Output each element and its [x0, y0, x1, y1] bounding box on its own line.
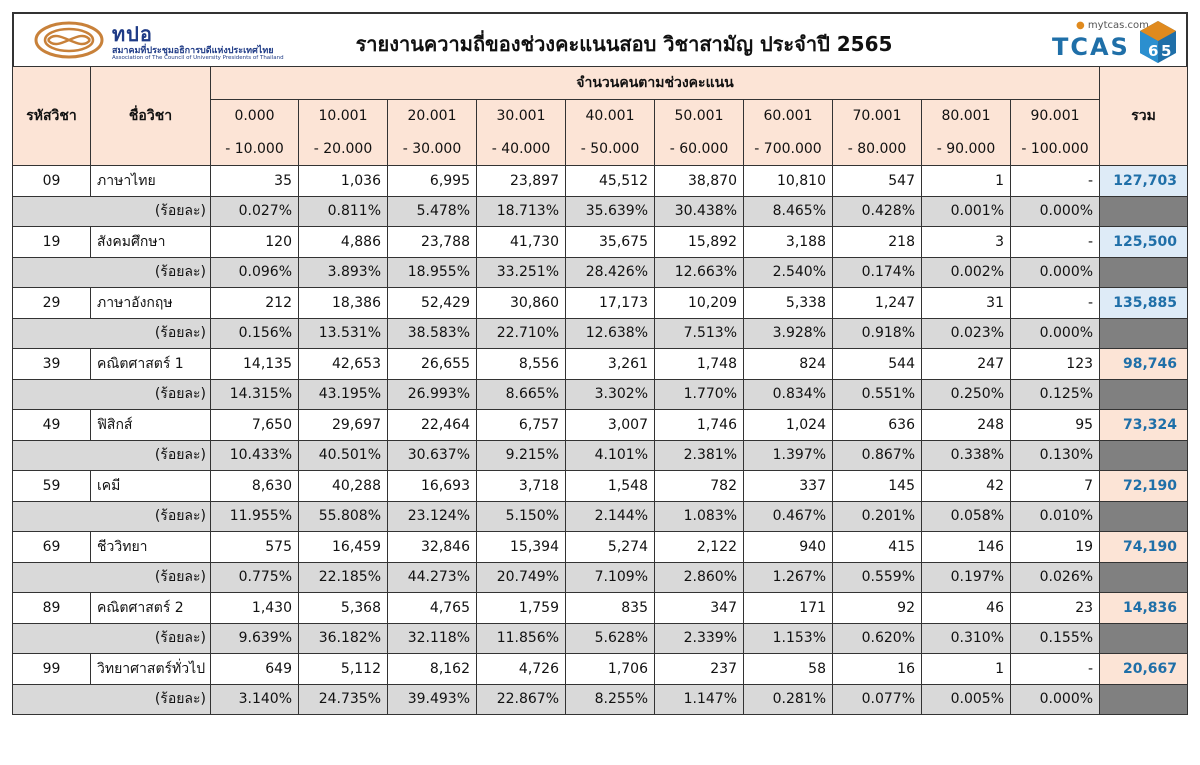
mytcas-dot-icon: ●: [1076, 20, 1085, 31]
count-cell: 14,135: [211, 349, 299, 380]
percent-cell: 28.426%: [566, 257, 655, 288]
percent-cell: 30.438%: [655, 196, 744, 227]
percent-total-empty: [1100, 440, 1188, 471]
percent-cell: 0.155%: [1011, 623, 1100, 654]
count-cell: 1: [922, 654, 1011, 685]
percent-cell: 0.010%: [1011, 501, 1100, 532]
percent-cell: 44.273%: [388, 562, 477, 593]
count-cell: 32,846: [388, 532, 477, 563]
percent-cell: 0.096%: [211, 257, 299, 288]
range-from-cell: 10.001: [299, 100, 388, 133]
percent-cell: 0.775%: [211, 562, 299, 593]
count-cell: 6,757: [477, 410, 566, 441]
count-cell: 2,122: [655, 532, 744, 563]
count-cell: 1,748: [655, 349, 744, 380]
percent-cell: 22.710%: [477, 318, 566, 349]
count-cell: 5,274: [566, 532, 655, 563]
count-cell: 782: [655, 471, 744, 502]
percent-cell: 36.182%: [299, 623, 388, 654]
count-cell: 3,261: [566, 349, 655, 380]
count-cell: 575: [211, 532, 299, 563]
percent-cell: 7.513%: [655, 318, 744, 349]
count-cell: 146: [922, 532, 1011, 563]
count-cell: 6,995: [388, 166, 477, 197]
count-cell: 35,675: [566, 227, 655, 258]
subject-code: 09: [13, 166, 91, 197]
count-cell: -: [1011, 166, 1100, 197]
percent-label: (ร้อยละ): [13, 379, 211, 410]
count-cell: 8,162: [388, 654, 477, 685]
range-to-cell: - 100.000: [1011, 133, 1100, 166]
range-to-cell: - 60.000: [655, 133, 744, 166]
percent-cell: 0.174%: [833, 257, 922, 288]
count-cell: 18,386: [299, 288, 388, 319]
percent-cell: 4.101%: [566, 440, 655, 471]
count-cell: 5,368: [299, 593, 388, 624]
count-cell: 3: [922, 227, 1011, 258]
percent-cell: 32.118%: [388, 623, 477, 654]
subject-name: สังคมศึกษา: [91, 227, 211, 258]
range-to-cell: - 10.000: [211, 133, 299, 166]
count-cell: -: [1011, 654, 1100, 685]
count-cell: 835: [566, 593, 655, 624]
count-cell: 123: [1011, 349, 1100, 380]
count-cell: 1,430: [211, 593, 299, 624]
count-cell: 35: [211, 166, 299, 197]
subject-name: คณิตศาสตร์ 2: [91, 593, 211, 624]
range-from-cell: 30.001: [477, 100, 566, 133]
percent-cell: 8.465%: [744, 196, 833, 227]
percent-cell: 26.993%: [388, 379, 477, 410]
percent-cell: 12.663%: [655, 257, 744, 288]
range-to-cell: - 20.000: [299, 133, 388, 166]
percent-cell: 9.639%: [211, 623, 299, 654]
percent-cell: 18.713%: [477, 196, 566, 227]
percent-cell: 7.109%: [566, 562, 655, 593]
count-cell: 7,650: [211, 410, 299, 441]
count-cell: 3,007: [566, 410, 655, 441]
percent-label: (ร้อยละ): [13, 196, 211, 227]
table-header: [13, 67, 1188, 166]
range-from-cell: 70.001: [833, 100, 922, 133]
subject-percent-row: [13, 562, 1188, 593]
percent-cell: 18.955%: [388, 257, 477, 288]
percent-cell: 0.130%: [1011, 440, 1100, 471]
subject-percent-row: [13, 379, 1188, 410]
subject-name: ภาษาอังกฤษ: [91, 288, 211, 319]
count-cell: 824: [744, 349, 833, 380]
report-title: รายงานความถี่ของช่วงคะแนนสอบ วิชาสามัญ ประจำปี 2565: [355, 32, 893, 56]
percent-cell: 0.834%: [744, 379, 833, 410]
range-to-cell: - 50.000: [566, 133, 655, 166]
percent-total-empty: [1100, 623, 1188, 654]
count-cell: 171: [744, 593, 833, 624]
percent-cell: 43.195%: [299, 379, 388, 410]
count-cell: 29,697: [299, 410, 388, 441]
count-cell: 52,429: [388, 288, 477, 319]
count-cell: 19: [1011, 532, 1100, 563]
count-cell: 636: [833, 410, 922, 441]
count-cell: 31: [922, 288, 1011, 319]
subject-percent-row: [13, 623, 1188, 654]
subject-total: 73,324: [1100, 410, 1188, 441]
count-cell: 41,730: [477, 227, 566, 258]
count-cell: 16,693: [388, 471, 477, 502]
percent-cell: 0.001%: [922, 196, 1011, 227]
subject-code: 89: [13, 593, 91, 624]
percent-cell: 55.808%: [299, 501, 388, 532]
subject-code: 99: [13, 654, 91, 685]
percent-cell: 0.250%: [922, 379, 1011, 410]
subject-count-row: [13, 471, 1188, 502]
col-header-name: ชื่อวิชา: [91, 67, 211, 166]
percent-cell: 0.156%: [211, 318, 299, 349]
count-cell: -: [1011, 227, 1100, 258]
subject-total: 135,885: [1100, 288, 1188, 319]
percent-cell: 0.023%: [922, 318, 1011, 349]
count-cell: 5,112: [299, 654, 388, 685]
subject-count-row: [13, 532, 1188, 563]
percent-cell: 8.665%: [477, 379, 566, 410]
count-cell: 1: [922, 166, 1011, 197]
org-logo: [34, 18, 284, 64]
col-header-code: รหัสวิชา: [13, 67, 91, 166]
percent-cell: 11.955%: [211, 501, 299, 532]
percent-cell: 13.531%: [299, 318, 388, 349]
range-from-cell: 20.001: [388, 100, 477, 133]
percent-cell: 14.315%: [211, 379, 299, 410]
count-cell: 15,892: [655, 227, 744, 258]
count-cell: 247: [922, 349, 1011, 380]
percent-cell: 5.150%: [477, 501, 566, 532]
range-to-cell: - 40.000: [477, 133, 566, 166]
count-cell: 547: [833, 166, 922, 197]
percent-cell: 3.928%: [744, 318, 833, 349]
percent-cell: 12.638%: [566, 318, 655, 349]
range-from-cell: 60.001: [744, 100, 833, 133]
subject-total: 72,190: [1100, 471, 1188, 502]
count-cell: 10,209: [655, 288, 744, 319]
percent-total-empty: [1100, 501, 1188, 532]
count-cell: 5,338: [744, 288, 833, 319]
subject-name: คณิตศาสตร์ 1: [91, 349, 211, 380]
count-cell: 544: [833, 349, 922, 380]
percent-cell: 38.583%: [388, 318, 477, 349]
percent-total-empty: [1100, 196, 1188, 227]
count-cell: 42: [922, 471, 1011, 502]
percent-label: (ร้อยละ): [13, 318, 211, 349]
range-from-cell: 50.001: [655, 100, 744, 133]
range-to-cell: - 80.000: [833, 133, 922, 166]
count-cell: 46: [922, 593, 1011, 624]
percent-cell: 0.197%: [922, 562, 1011, 593]
count-cell: 649: [211, 654, 299, 685]
percent-cell: 1.153%: [744, 623, 833, 654]
count-cell: 92: [833, 593, 922, 624]
subject-count-row: [13, 349, 1188, 380]
percent-cell: 3.302%: [566, 379, 655, 410]
count-cell: 1,247: [833, 288, 922, 319]
org-name-english: Association of The Council of University Presidents of Thailand: [112, 55, 284, 61]
count-cell: 347: [655, 593, 744, 624]
percent-cell: 0.620%: [833, 623, 922, 654]
count-cell: 45,512: [566, 166, 655, 197]
count-cell: -: [1011, 288, 1100, 319]
percent-cell: 5.628%: [566, 623, 655, 654]
count-cell: 1,746: [655, 410, 744, 441]
percent-cell: 1.147%: [655, 684, 744, 715]
percent-cell: 20.749%: [477, 562, 566, 593]
org-emblem-icon: [34, 20, 104, 60]
range-from-cell: 90.001: [1011, 100, 1100, 133]
count-cell: 38,870: [655, 166, 744, 197]
subject-name: ชีววิทยา: [91, 532, 211, 563]
subject-percent-row: [13, 318, 1188, 349]
percent-cell: 0.000%: [1011, 196, 1100, 227]
percent-cell: 22.867%: [477, 684, 566, 715]
score-frequency-table: [12, 66, 1188, 715]
percent-cell: 23.124%: [388, 501, 477, 532]
range-from-cell: 0.000: [211, 100, 299, 133]
percent-cell: 0.000%: [1011, 684, 1100, 715]
percent-cell: 0.428%: [833, 196, 922, 227]
count-cell: 337: [744, 471, 833, 502]
svg-text:5: 5: [1161, 42, 1172, 60]
percent-cell: 0.002%: [922, 257, 1011, 288]
count-cell: 17,173: [566, 288, 655, 319]
range-to-cell: - 30.000: [388, 133, 477, 166]
count-cell: 4,726: [477, 654, 566, 685]
tcas-hexagon-icon: [1138, 20, 1178, 64]
mytcas-text: mytcas.com: [1087, 20, 1149, 31]
range-to-cell: - 90.000: [922, 133, 1011, 166]
count-cell: 7: [1011, 471, 1100, 502]
percent-cell: 0.338%: [922, 440, 1011, 471]
range-to-cell: - 700.000: [744, 133, 833, 166]
percent-cell: 3.893%: [299, 257, 388, 288]
percent-cell: 2.144%: [566, 501, 655, 532]
percent-cell: 2.540%: [744, 257, 833, 288]
subject-name: เคมี: [91, 471, 211, 502]
percent-total-empty: [1100, 379, 1188, 410]
subject-count-row: [13, 288, 1188, 319]
subject-percent-row: [13, 440, 1188, 471]
subject-count-row: [13, 166, 1188, 197]
percent-cell: 2.860%: [655, 562, 744, 593]
percent-label: (ร้อยละ): [13, 440, 211, 471]
count-cell: 218: [833, 227, 922, 258]
count-cell: 8,630: [211, 471, 299, 502]
count-cell: 58: [744, 654, 833, 685]
count-cell: 1,759: [477, 593, 566, 624]
count-cell: 415: [833, 532, 922, 563]
percent-cell: 30.637%: [388, 440, 477, 471]
subject-percent-row: [13, 501, 1188, 532]
percent-cell: 0.281%: [744, 684, 833, 715]
subject-count-row: [13, 654, 1188, 685]
tcas-wordmark: TCAS: [1052, 33, 1130, 61]
subject-name: ภาษาไทย: [91, 166, 211, 197]
percent-cell: 0.077%: [833, 684, 922, 715]
percent-cell: 1.267%: [744, 562, 833, 593]
count-cell: 42,653: [299, 349, 388, 380]
count-cell: 1,024: [744, 410, 833, 441]
percent-cell: 2.339%: [655, 623, 744, 654]
count-cell: 3,718: [477, 471, 566, 502]
percent-cell: 0.559%: [833, 562, 922, 593]
count-cell: 23: [1011, 593, 1100, 624]
percent-label: (ร้อยละ): [13, 501, 211, 532]
subject-total: 127,703: [1100, 166, 1188, 197]
percent-label: (ร้อยละ): [13, 684, 211, 715]
percent-cell: 5.478%: [388, 196, 477, 227]
percent-cell: 0.058%: [922, 501, 1011, 532]
subject-name: วิทยาศาสตร์ทั่วไป: [91, 654, 211, 685]
count-cell: 4,765: [388, 593, 477, 624]
count-cell: 16: [833, 654, 922, 685]
percent-cell: 8.255%: [566, 684, 655, 715]
subject-code: 39: [13, 349, 91, 380]
count-cell: 95: [1011, 410, 1100, 441]
percent-cell: 0.201%: [833, 501, 922, 532]
subject-name: ฟิสิกส์: [91, 410, 211, 441]
count-cell: 3,188: [744, 227, 833, 258]
count-cell: 4,886: [299, 227, 388, 258]
count-cell: 26,655: [388, 349, 477, 380]
percent-cell: 0.811%: [299, 196, 388, 227]
percent-total-empty: [1100, 318, 1188, 349]
percent-total-empty: [1100, 684, 1188, 715]
percent-label: (ร้อยละ): [13, 257, 211, 288]
subject-total: 14,836: [1100, 593, 1188, 624]
percent-cell: 35.639%: [566, 196, 655, 227]
percent-cell: 0.005%: [922, 684, 1011, 715]
percent-cell: 39.493%: [388, 684, 477, 715]
count-cell: 40,288: [299, 471, 388, 502]
subject-count-row: [13, 593, 1188, 624]
count-cell: 1,036: [299, 166, 388, 197]
percent-cell: 24.735%: [299, 684, 388, 715]
subject-code: 49: [13, 410, 91, 441]
count-cell: 15,394: [477, 532, 566, 563]
count-cell: 1,706: [566, 654, 655, 685]
subject-total: 74,190: [1100, 532, 1188, 563]
subject-code: 59: [13, 471, 91, 502]
org-name-thai: สมาคมที่ประชุมอธิการบดีแห่งประเทศไทย: [112, 46, 274, 56]
count-cell: 23,897: [477, 166, 566, 197]
percent-cell: 0.467%: [744, 501, 833, 532]
percent-cell: 0.551%: [833, 379, 922, 410]
subject-code: 19: [13, 227, 91, 258]
subject-percent-row: [13, 684, 1188, 715]
range-from-cell: 80.001: [922, 100, 1011, 133]
count-cell: 8,556: [477, 349, 566, 380]
percent-label: (ร้อยละ): [13, 623, 211, 654]
percent-cell: 11.856%: [477, 623, 566, 654]
count-cell: 30,860: [477, 288, 566, 319]
subject-total: 98,746: [1100, 349, 1188, 380]
subject-count-row: [13, 410, 1188, 441]
percent-cell: 0.000%: [1011, 257, 1100, 288]
percent-cell: 0.026%: [1011, 562, 1100, 593]
subject-percent-row: [13, 257, 1188, 288]
percent-cell: 2.381%: [655, 440, 744, 471]
percent-cell: 40.501%: [299, 440, 388, 471]
percent-cell: 0.918%: [833, 318, 922, 349]
count-cell: 120: [211, 227, 299, 258]
percent-cell: 0.027%: [211, 196, 299, 227]
range-from-cell: 40.001: [566, 100, 655, 133]
percent-cell: 9.215%: [477, 440, 566, 471]
count-cell: 16,459: [299, 532, 388, 563]
col-header-total: รวม: [1100, 67, 1188, 166]
percent-cell: 0.125%: [1011, 379, 1100, 410]
percent-label: (ร้อยละ): [13, 562, 211, 593]
percent-cell: 10.433%: [211, 440, 299, 471]
subject-percent-row: [13, 196, 1188, 227]
percent-cell: 0.310%: [922, 623, 1011, 654]
count-cell: 10,810: [744, 166, 833, 197]
org-abbreviation: ทปอ: [112, 22, 153, 46]
report-header: [12, 12, 1188, 66]
percent-cell: 22.185%: [299, 562, 388, 593]
percent-cell: 1.083%: [655, 501, 744, 532]
tcas-logo: [1040, 16, 1180, 64]
count-cell: 248: [922, 410, 1011, 441]
count-cell: 237: [655, 654, 744, 685]
count-cell: 23,788: [388, 227, 477, 258]
percent-cell: 1.770%: [655, 379, 744, 410]
subject-total: 125,500: [1100, 227, 1188, 258]
percent-cell: 33.251%: [477, 257, 566, 288]
col-header-score-ranges: จำนวนคนตามช่วงคะแนน: [211, 67, 1100, 100]
percent-cell: 3.140%: [211, 684, 299, 715]
count-cell: 212: [211, 288, 299, 319]
count-cell: 22,464: [388, 410, 477, 441]
svg-text:6: 6: [1148, 42, 1159, 60]
percent-total-empty: [1100, 562, 1188, 593]
subject-code: 29: [13, 288, 91, 319]
percent-cell: 1.397%: [744, 440, 833, 471]
count-cell: 940: [744, 532, 833, 563]
subject-code: 69: [13, 532, 91, 563]
count-cell: 145: [833, 471, 922, 502]
percent-cell: 0.000%: [1011, 318, 1100, 349]
count-cell: 1,548: [566, 471, 655, 502]
percent-total-empty: [1100, 257, 1188, 288]
table-body: [13, 166, 1188, 715]
percent-cell: 0.867%: [833, 440, 922, 471]
subject-total: 20,667: [1100, 654, 1188, 685]
subject-count-row: [13, 227, 1188, 258]
